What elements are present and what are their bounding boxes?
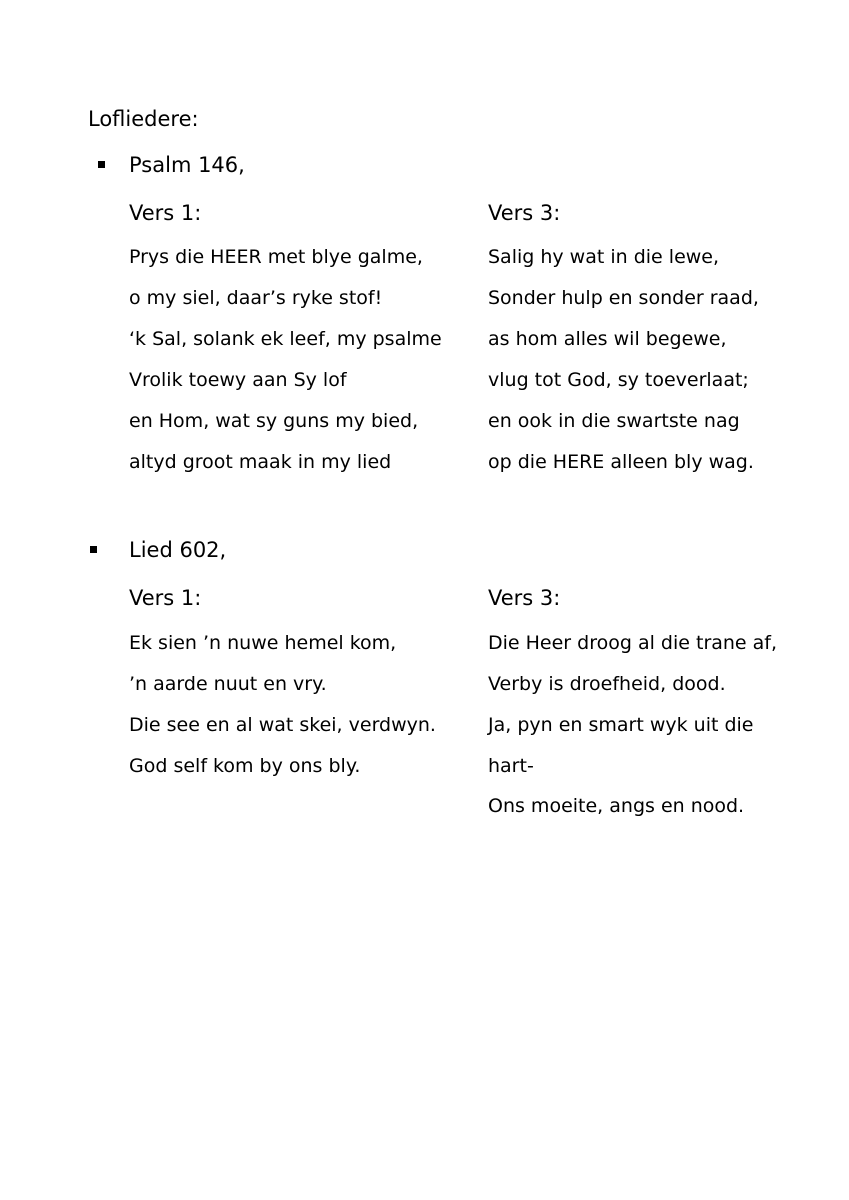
verse-line: Ja, pyn en smart wyk uit die (488, 714, 754, 736)
page-title: Lofliedere: (88, 107, 199, 131)
verse-line: Die see en al wat skei, verdwyn. (129, 714, 436, 736)
verse-label: Vers 3: (488, 201, 561, 225)
verse-line: Salig hy wat in die lewe, (488, 246, 720, 268)
verse-line: Verby is droefheid, dood. (488, 673, 726, 695)
verse-label: Vers 3: (488, 586, 561, 610)
verse-label: Vers 1: (129, 201, 202, 225)
verse-label: Vers 1: (129, 586, 202, 610)
verse-line: ’n aarde nuut en vry. (129, 673, 327, 695)
bullet-icon (98, 161, 105, 168)
verse-line: op die HERE alleen bly wag. (488, 451, 754, 473)
verse-line: hart- (488, 755, 534, 777)
verse-line: Ons moeite, angs en nood. (488, 795, 745, 817)
section-heading: Lied 602, (129, 538, 227, 562)
verse-line: Die Heer droog al die trane af, (488, 632, 778, 654)
verse-line: Prys die HEER met blye galme, (129, 246, 423, 268)
verse-line: Sonder hulp en sonder raad, (488, 287, 759, 309)
verse-line: Ek sien ’n nuwe hemel kom, (129, 632, 397, 654)
section-heading: Psalm 146, (129, 153, 245, 177)
verse-line: ‘k Sal, solank ek leef, my psalme (129, 328, 442, 350)
verse-line: en ook in die swartste nag (488, 410, 740, 432)
verse-line: Vrolik toewy aan Sy lof (129, 369, 347, 391)
verse-line: altyd groot maak in my lied (129, 451, 392, 473)
verse-line: o my siel, daar’s ryke stof! (129, 287, 383, 309)
bullet-icon (90, 546, 97, 553)
verse-line: as hom alles wil begewe, (488, 328, 727, 350)
verse-line: God self kom by ons bly. (129, 755, 361, 777)
verse-line: en Hom, wat sy guns my bied, (129, 410, 419, 432)
verse-line: vlug tot God, sy toeverlaat; (488, 369, 749, 391)
